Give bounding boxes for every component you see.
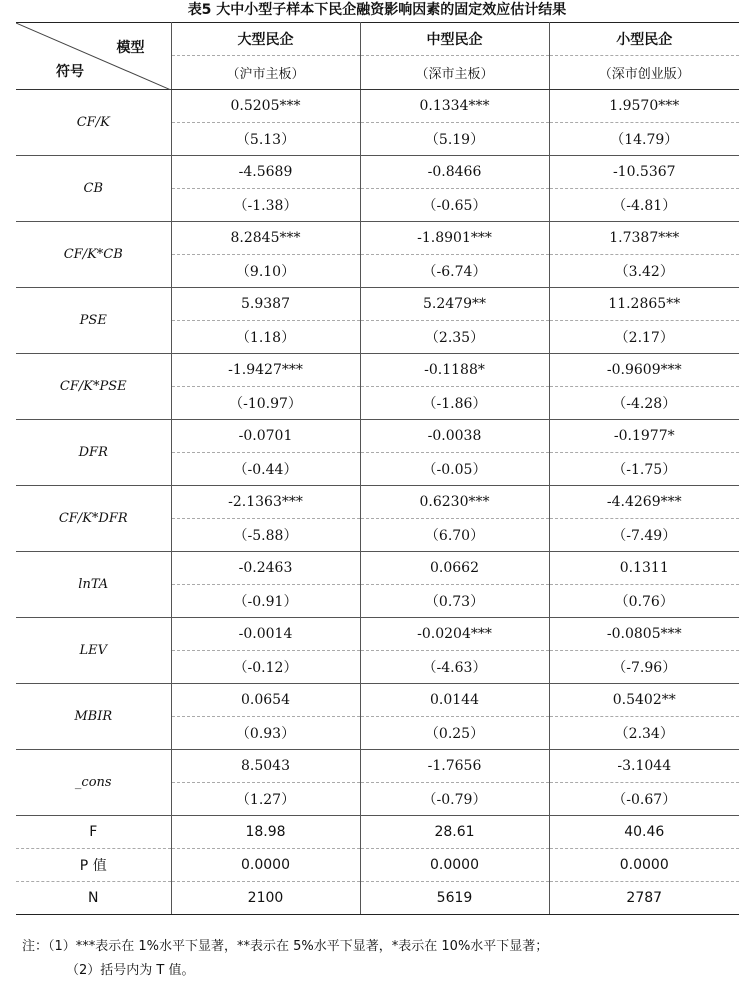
coef-row bbox=[16, 552, 739, 585]
variable-name: LEV bbox=[16, 618, 171, 684]
coef-row bbox=[16, 156, 739, 189]
t-value-cell: （-4.28） bbox=[549, 387, 739, 420]
coef-cell: -1.7656 bbox=[360, 750, 549, 783]
t-value-cell: （1.27） bbox=[171, 783, 360, 816]
variable-name: CB bbox=[16, 156, 171, 222]
t-value-cell: （-6.74） bbox=[360, 255, 549, 288]
coef-cell: 0.0662 bbox=[360, 552, 549, 585]
coef-row bbox=[16, 750, 739, 783]
t-value-cell: （-0.12） bbox=[171, 651, 360, 684]
coef-cell: 0.5205*** bbox=[171, 90, 360, 123]
stat-value: 18.98 bbox=[171, 816, 360, 849]
t-value-cell: （0.93） bbox=[171, 717, 360, 750]
t-value-cell: （-4.63） bbox=[360, 651, 549, 684]
t-value-cell: （-10.97） bbox=[171, 387, 360, 420]
t-value-cell: （2.34） bbox=[549, 717, 739, 750]
variable-name: CF/K*PSE bbox=[16, 354, 171, 420]
coef-row bbox=[16, 354, 739, 387]
coef-cell: -0.8466 bbox=[360, 156, 549, 189]
stat-label: P 值 bbox=[16, 849, 171, 882]
coef-cell: -1.9427*** bbox=[171, 354, 360, 387]
coef-cell: 0.0144 bbox=[360, 684, 549, 717]
model-label: 模型 bbox=[116, 40, 145, 56]
t-value-cell: （-0.65） bbox=[360, 189, 549, 222]
t-value-cell: （-1.38） bbox=[171, 189, 360, 222]
coef-row bbox=[16, 222, 739, 255]
t-value-cell: （-7.49） bbox=[549, 519, 739, 552]
stat-value: 40.46 bbox=[549, 816, 739, 849]
stat-row bbox=[16, 849, 739, 882]
coef-cell: -4.4269*** bbox=[549, 486, 739, 519]
coef-cell: 0.1311 bbox=[549, 552, 739, 585]
coef-cell: 1.7387*** bbox=[549, 222, 739, 255]
coef-row bbox=[16, 618, 739, 651]
t-value-cell: （-0.67） bbox=[549, 783, 739, 816]
table-title: 表5 大中小型子样本下民企融资影响因素的固定效应估计结果 bbox=[187, 2, 567, 18]
t-value-cell: （1.18） bbox=[171, 321, 360, 354]
coef-cell: -0.0204*** bbox=[360, 618, 549, 651]
col-subheader-medium: （深市主板） bbox=[360, 56, 549, 90]
variable-name: PSE bbox=[16, 288, 171, 354]
t-value-cell: （-7.96） bbox=[549, 651, 739, 684]
col-subheader-large: （沪市主板） bbox=[171, 56, 360, 90]
stat-value: 2787 bbox=[549, 882, 739, 915]
results-body bbox=[16, 90, 739, 915]
variable-name: CF/K*DFR bbox=[16, 486, 171, 552]
coef-cell: 8.5043 bbox=[171, 750, 360, 783]
coef-cell: -0.0805*** bbox=[549, 618, 739, 651]
coef-cell: -0.2463 bbox=[171, 552, 360, 585]
t-value-cell: （5.13） bbox=[171, 123, 360, 156]
t-value-cell: （-1.86） bbox=[360, 387, 549, 420]
t-value-cell: （6.70） bbox=[360, 519, 549, 552]
symbol-label: 符号 bbox=[56, 64, 84, 80]
stat-value: 0.0000 bbox=[171, 849, 360, 882]
coef-cell: -2.1363*** bbox=[171, 486, 360, 519]
stat-value: 28.61 bbox=[360, 816, 549, 849]
coef-cell: 0.0654 bbox=[171, 684, 360, 717]
coef-cell: 0.1334*** bbox=[360, 90, 549, 123]
coef-cell: -0.0014 bbox=[171, 618, 360, 651]
coef-cell: 11.2865** bbox=[549, 288, 739, 321]
t-value-cell: （2.35） bbox=[360, 321, 549, 354]
stat-value: 0.0000 bbox=[549, 849, 739, 882]
variable-name: MBIR bbox=[16, 684, 171, 750]
variable-name: CF/K*CB bbox=[16, 222, 171, 288]
coef-row bbox=[16, 90, 739, 123]
t-value-cell: （9.10） bbox=[171, 255, 360, 288]
stat-row bbox=[16, 816, 739, 849]
stat-label: N bbox=[16, 882, 171, 915]
variable-name: DFR bbox=[16, 420, 171, 486]
t-value-cell: （-0.79） bbox=[360, 783, 549, 816]
col-header-small: 小型民企 bbox=[549, 23, 739, 56]
t-value-cell: （-0.44） bbox=[171, 453, 360, 486]
results-table bbox=[16, 22, 739, 915]
stat-value: 0.0000 bbox=[360, 849, 549, 882]
coef-cell: -0.0701 bbox=[171, 420, 360, 453]
coef-cell: -3.1044 bbox=[549, 750, 739, 783]
note-2: （2）括号内为 T 值。 bbox=[66, 963, 195, 978]
coef-cell: -1.8901*** bbox=[360, 222, 549, 255]
t-value-cell: （3.42） bbox=[549, 255, 739, 288]
t-value-cell: （-5.88） bbox=[171, 519, 360, 552]
t-value-cell: （0.73） bbox=[360, 585, 549, 618]
col-header-large: 大型民企 bbox=[171, 23, 360, 56]
variable-name: CF/K bbox=[16, 90, 171, 156]
coef-cell: 0.6230*** bbox=[360, 486, 549, 519]
stat-label: F bbox=[16, 816, 171, 849]
coef-cell: 8.2845*** bbox=[171, 222, 360, 255]
coef-cell: -10.5367 bbox=[549, 156, 739, 189]
coef-cell: 0.5402** bbox=[549, 684, 739, 717]
coef-cell: -0.1188* bbox=[360, 354, 549, 387]
coef-row bbox=[16, 684, 739, 717]
diagonal-header-cell bbox=[16, 23, 171, 90]
t-value-cell: （-4.81） bbox=[549, 189, 739, 222]
note-1: 注：（1）***表示在 1%水平下显著，**表示在 5%水平下显著，*表示在 10%水平下显著； bbox=[22, 939, 549, 954]
coef-cell: 5.9387 bbox=[171, 288, 360, 321]
coef-cell: -4.5689 bbox=[171, 156, 360, 189]
t-value-cell: （0.25） bbox=[360, 717, 549, 750]
t-value-cell: （2.17） bbox=[549, 321, 739, 354]
stat-value: 2100 bbox=[171, 882, 360, 915]
t-value-cell: （5.19） bbox=[360, 123, 549, 156]
t-value-cell: （14.79） bbox=[549, 123, 739, 156]
t-value-cell: （-1.75） bbox=[549, 453, 739, 486]
coef-row bbox=[16, 486, 739, 519]
coef-cell: 1.9570*** bbox=[549, 90, 739, 123]
coef-row bbox=[16, 420, 739, 453]
col-subheader-small: （深市创业版） bbox=[549, 56, 739, 90]
coef-row bbox=[16, 288, 739, 321]
diagonal-line bbox=[16, 23, 171, 90]
coef-cell: -0.1977* bbox=[549, 420, 739, 453]
t-value-cell: （-0.05） bbox=[360, 453, 549, 486]
variable-name: lnTA bbox=[16, 552, 171, 618]
variable-name: _cons bbox=[16, 750, 171, 816]
stat-value: 5619 bbox=[360, 882, 549, 915]
t-value-cell: （-0.91） bbox=[171, 585, 360, 618]
coef-cell: -0.0038 bbox=[360, 420, 549, 453]
table-notes bbox=[22, 935, 742, 983]
stat-row bbox=[16, 882, 739, 915]
coef-cell: 5.2479** bbox=[360, 288, 549, 321]
coef-cell: -0.9609*** bbox=[549, 354, 739, 387]
col-header-medium: 中型民企 bbox=[360, 23, 549, 56]
t-value-cell: （0.76） bbox=[549, 585, 739, 618]
